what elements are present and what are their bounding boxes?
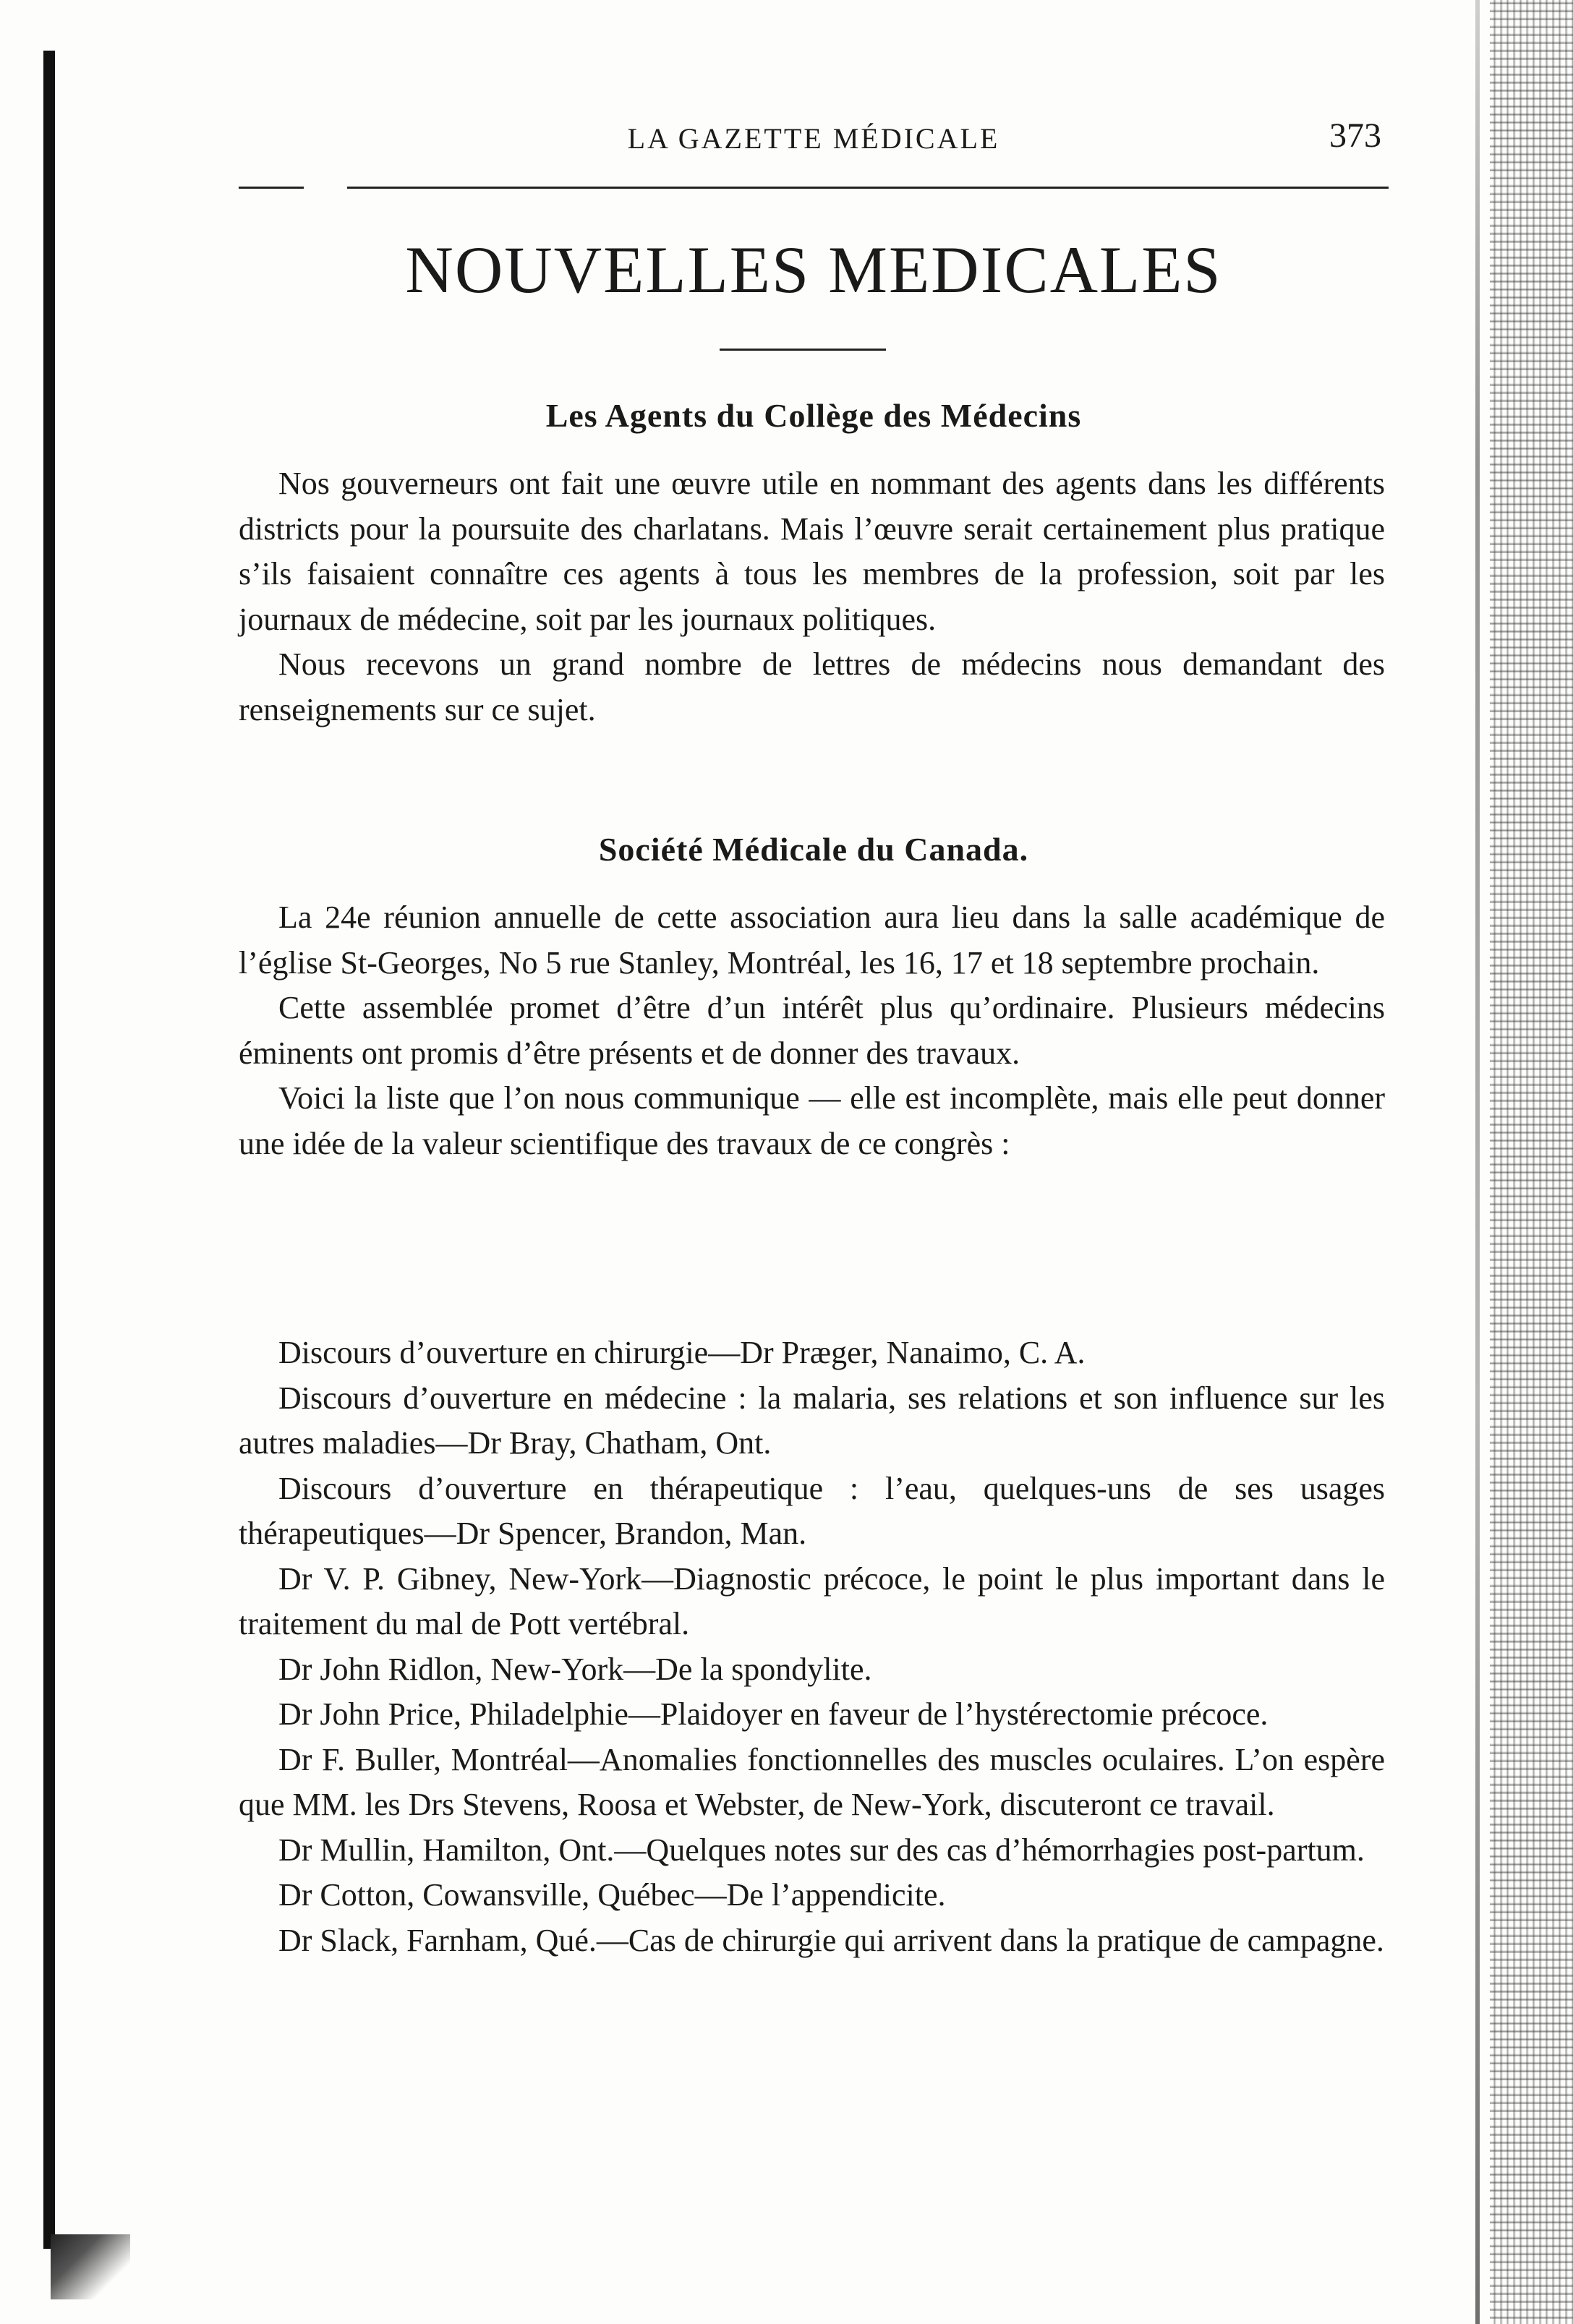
subheading-societe: Société Médicale du Canada. xyxy=(598,831,1029,868)
section-title: NOUVELLES MEDICALES xyxy=(405,233,1222,307)
agents-body xyxy=(239,461,1385,732)
page-edge-line xyxy=(1475,0,1480,2324)
header-rule xyxy=(239,187,1389,189)
paragraph: Cette assemblée promet d’être d’un intérêt plus qu’ordinaire. Plusieurs médecins éminents ont promis d’être présents et de donner des travaux. xyxy=(239,990,1385,1071)
paragraph: Nous recevons un grand nombre de lettres de médecins nous demandant des renseignements sur ce sujet. xyxy=(239,646,1385,727)
page-edge-noise xyxy=(1490,0,1573,2324)
list-item: Dr Mullin, Hamilton, Ont.—Quelques notes sur des cas d’hémorrhagies post-partum. xyxy=(278,1832,1365,1868)
journal-title: LA GAZETTE MÉDICALE xyxy=(627,122,1000,155)
title-rule xyxy=(720,349,886,351)
page-number: 373 xyxy=(1329,116,1381,155)
list-item: Dr Cotton, Cowansville, Québec—De l’appendicite. xyxy=(278,1877,946,1913)
subheading-agents: Les Agents du Collège des Médecins xyxy=(545,397,1082,434)
list-item: Discours d’ouverture en thérapeutique : l’eau, quelques-uns de ses usages thérapeutiques—Dr Spencer, Brandon, Man. xyxy=(239,1470,1385,1551)
societe-body xyxy=(239,895,1385,1166)
paragraph: La 24e réunion annuelle de cette association aura lieu dans la salle académique de l’église St-Georges, No 5 rue Stanley, Montréal, les 16, 17 et 18 septembre prochain. xyxy=(239,900,1385,981)
list-item: Dr Slack, Farnham, Qué.—Cas de chirurgie qui arrivent dans la pratique de campagne. xyxy=(278,1922,1384,1958)
list-item: Discours d’ouverture en médecine : la malaria, ses relations et son influence sur les autres maladies—Dr Bray, Chatham, Ont. xyxy=(239,1380,1385,1461)
list-item: Dr V. P. Gibney, New-York—Diagnostic précoce, le point le plus important dans le traitement du mal de Pott vertébral. xyxy=(239,1560,1385,1641)
paragraph: Voici la liste que l’on nous communique — elle est incomplète, mais elle peut donner une idée de la valeur scientifique des travaux de ce congrès : xyxy=(239,1080,1385,1161)
list-item: Dr John Price, Philadelphie—Plaidoyer en faveur de l’hystérectomie précoce. xyxy=(278,1696,1269,1732)
paragraph: Nos gouverneurs ont fait une œuvre utile en nommant des agents dans les différents districts pour la poursuite des charlatans. Mais l’œuvre serait certainement plus pratique s’ils faisaient connaître ces agents à tous les membres de la profession, soit par les journaux de médecine, soit par les journaux politiques. xyxy=(239,466,1385,637)
binding-edge-shadow xyxy=(51,2234,130,2299)
list-item: Discours d’ouverture en chirurgie—Dr Præger, Nanaimo, C. A. xyxy=(278,1335,1086,1370)
binding-edge xyxy=(43,51,55,2249)
header-rule-gap xyxy=(304,184,347,191)
running-header xyxy=(239,116,1389,159)
list-item: Dr F. Buller, Montréal—Anomalies fonctionnelles des muscles oculaires. L’on espère que MM. les Drs Stevens, Roosa et Webster, de New-York, discuteront ce travail. xyxy=(239,1741,1385,1822)
congress-program-list xyxy=(239,1330,1385,1963)
list-item: Dr John Ridlon, New-York—De la spondylite. xyxy=(278,1651,872,1687)
